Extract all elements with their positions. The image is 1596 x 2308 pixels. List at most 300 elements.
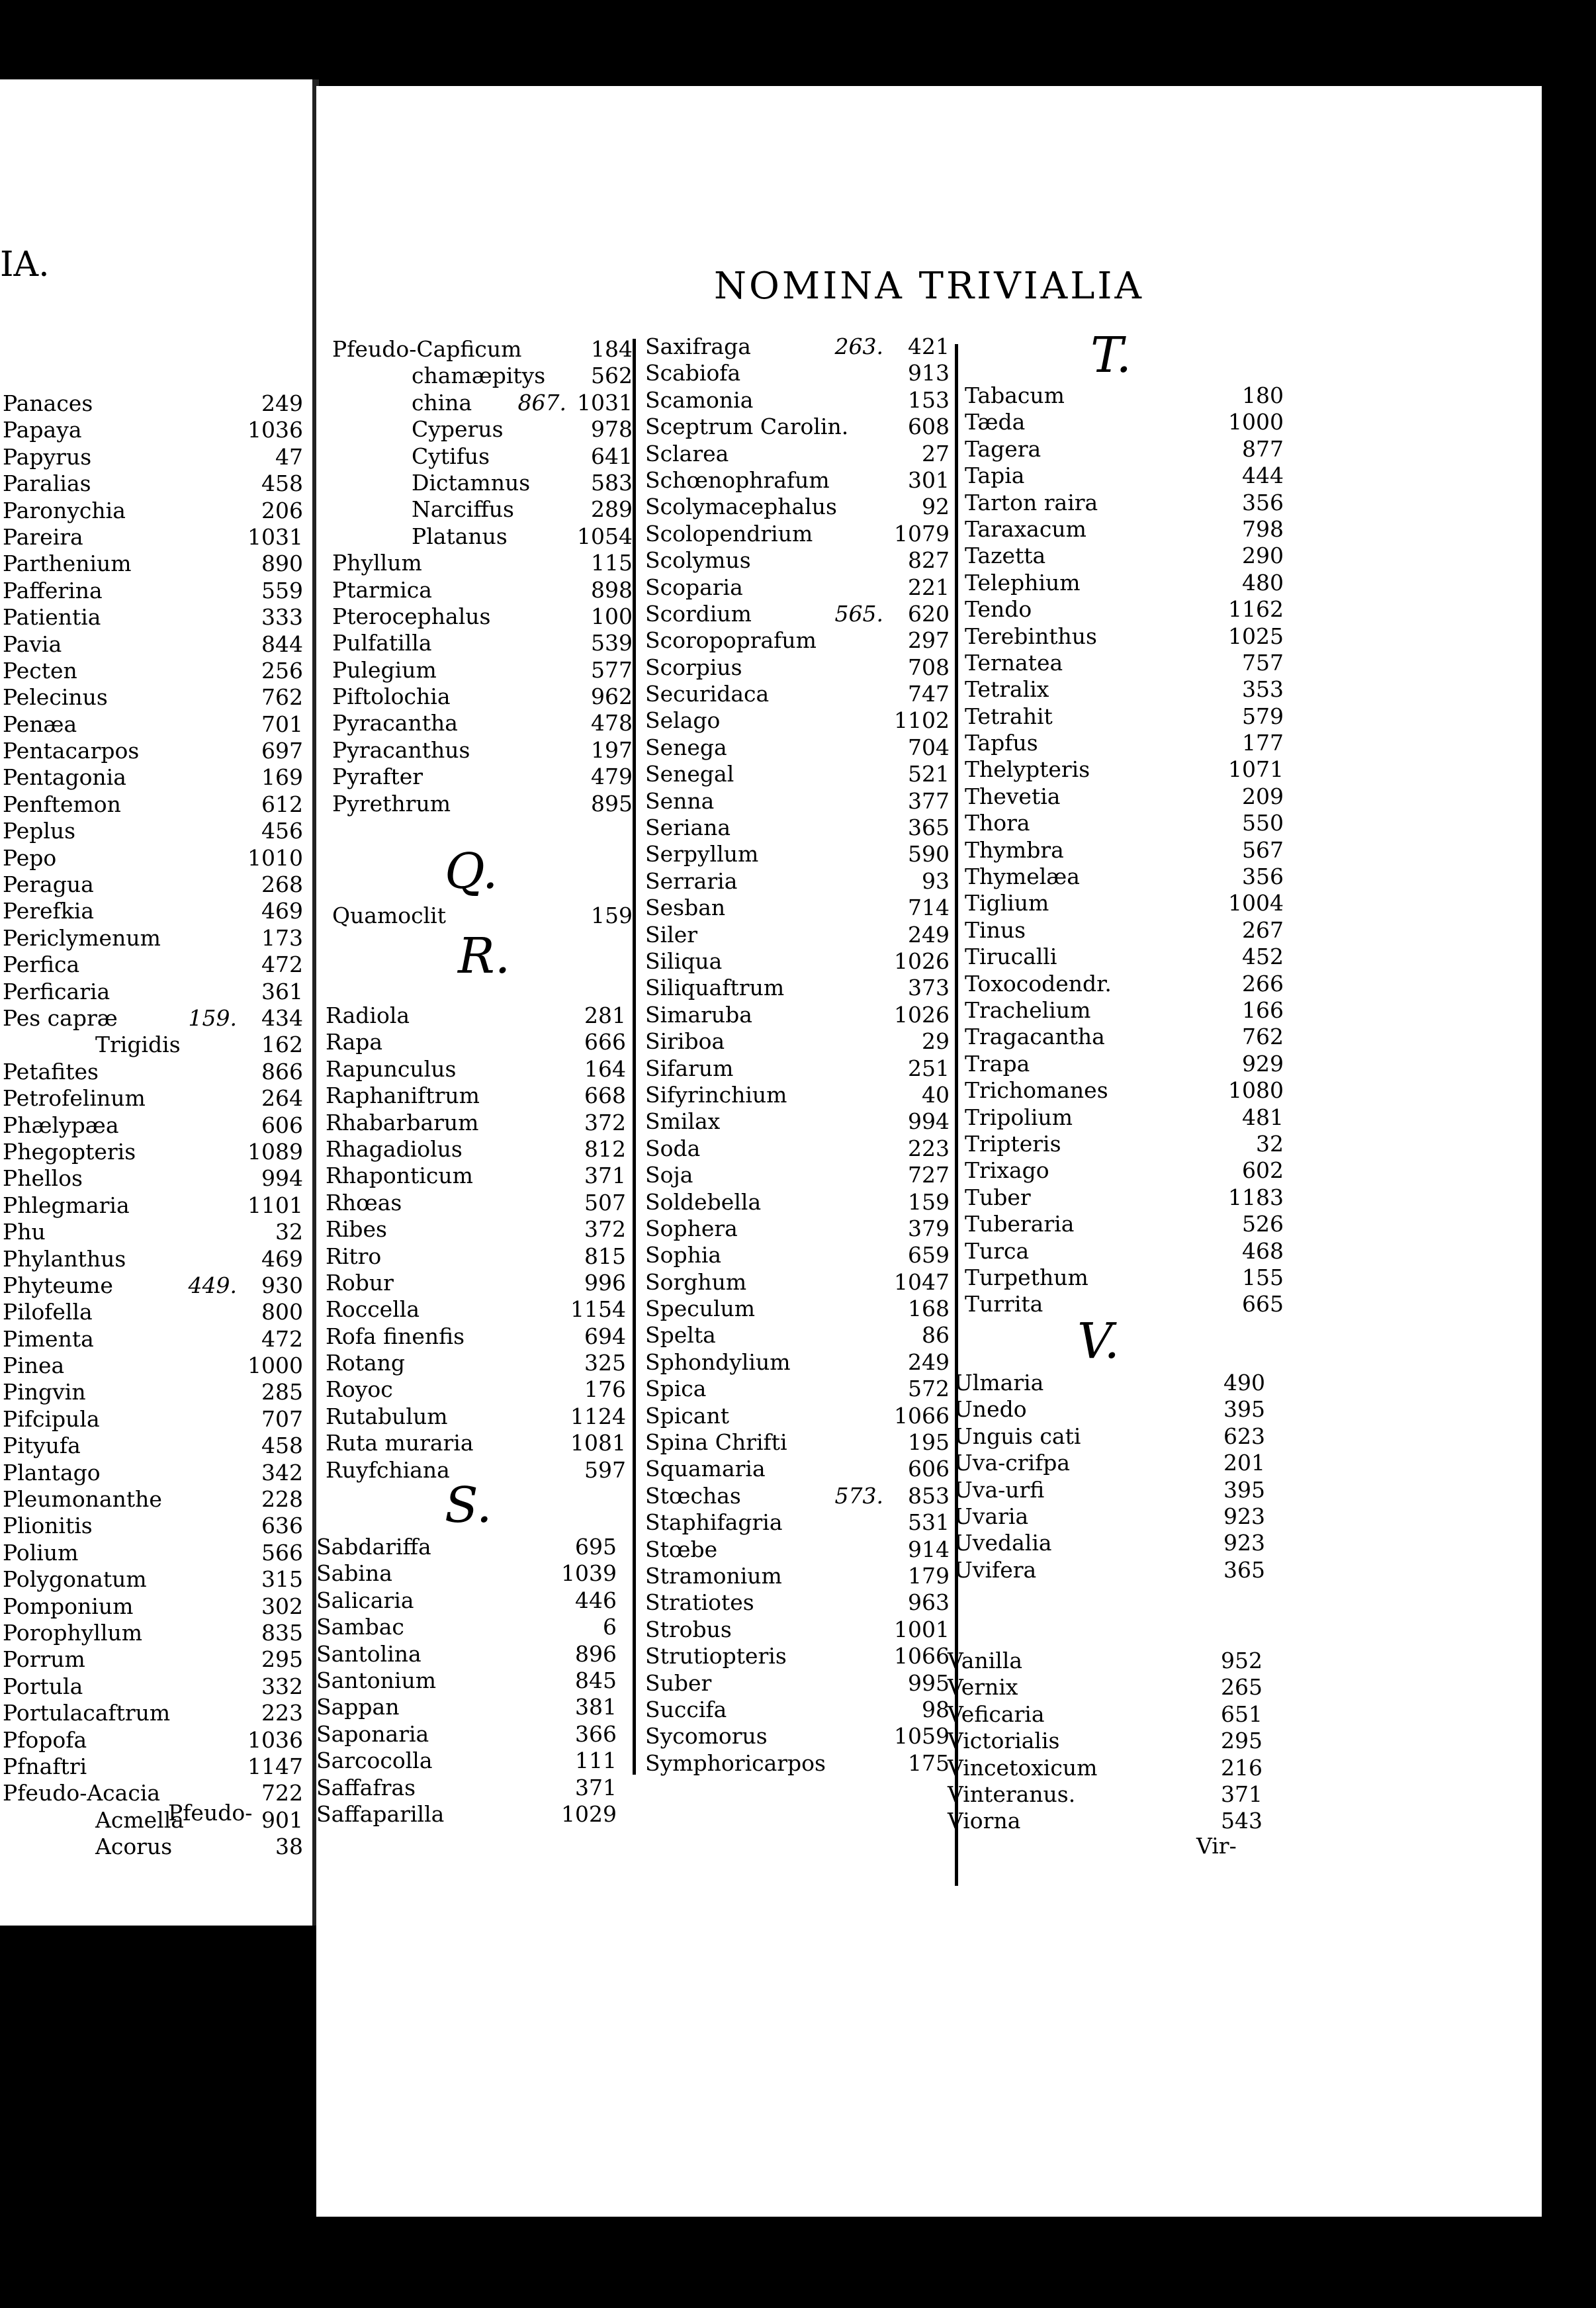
index-entry	[645, 841, 950, 867]
section-letter-q: Q.	[445, 843, 498, 900]
entry-name: Peplus	[3, 818, 76, 844]
entry-page-number: 1154	[570, 1296, 626, 1323]
entry-name: Stramonium	[645, 1562, 782, 1589]
entry-name: Senna	[645, 787, 715, 814]
index-entry	[645, 895, 950, 921]
entry-page-number: 962	[591, 684, 633, 710]
entry-page-number: 636	[261, 1513, 303, 1539]
entry-page-number: 641	[591, 443, 633, 469]
entry-name: Ternatea	[965, 649, 1063, 676]
entry-name: Tarton raira	[965, 489, 1098, 515]
index-entry	[965, 1184, 1284, 1211]
entry-name: Parthenium	[3, 551, 132, 577]
index-entry	[965, 596, 1284, 623]
entry-page-number: 901	[261, 1806, 303, 1833]
index-entry	[3, 1646, 303, 1673]
entry-page-number: 800	[261, 1299, 303, 1325]
entry-name: Pyracantha	[332, 710, 458, 736]
entry-name: Sappan	[316, 1694, 400, 1720]
entry-name: Cyperus	[412, 416, 504, 443]
entry-name: Pulegium	[332, 656, 437, 683]
entry-name: Turpethum	[965, 1264, 1088, 1290]
entry-name: Terebinthus	[965, 623, 1097, 649]
index-entry	[645, 1429, 950, 1456]
index-entry	[965, 1238, 1284, 1265]
entry-page-number: 659	[908, 1242, 950, 1268]
index-entry	[645, 1269, 950, 1296]
entry-name: Saponaria	[316, 1720, 429, 1747]
entry-name: Trapa	[965, 1050, 1030, 1077]
entry-page-number: 1066	[894, 1643, 950, 1669]
entry-name: Siliqua	[645, 948, 723, 974]
entry-page-number: 704	[908, 734, 950, 760]
index-entry	[965, 1157, 1284, 1184]
index-entry	[965, 1051, 1284, 1077]
entry-name: Soda	[645, 1135, 701, 1161]
entry-page-number: 249	[908, 921, 950, 948]
entry-name: Rhœas	[326, 1189, 402, 1216]
index-entry	[326, 1403, 626, 1430]
index-entry	[3, 1727, 303, 1753]
entry-name: Strutiopteris	[645, 1643, 787, 1669]
index-entry	[645, 360, 950, 386]
entry-page-number: 762	[261, 684, 303, 711]
entry-name: Paralias	[3, 470, 91, 497]
index-entry	[645, 1216, 950, 1242]
entry-page-number: 268	[261, 871, 303, 898]
entry-page-number: 481	[1242, 1104, 1284, 1130]
entry-name: Tapfus	[965, 730, 1038, 756]
entry-name: Tazetta	[965, 543, 1046, 569]
index-entry	[3, 1165, 303, 1192]
entry-name: Tiglium	[965, 890, 1049, 916]
index-entry	[3, 1486, 303, 1513]
index-entry	[332, 550, 633, 576]
entry-page-number: 566	[261, 1539, 303, 1566]
entry-page-number: 665	[1242, 1291, 1284, 1317]
index-entry	[645, 467, 950, 494]
entry-page-number: 490	[1223, 1370, 1265, 1396]
entry-page-number: 177	[1242, 730, 1284, 756]
entry-page-number: 521	[908, 761, 950, 787]
index-entry	[645, 1617, 950, 1643]
entry-page-number: 395	[1223, 1476, 1265, 1503]
column-rule-1	[633, 339, 636, 1775]
entry-name: Ruta muraria	[326, 1430, 474, 1456]
entry-page-number: 762	[1242, 1024, 1284, 1050]
index-entry	[948, 1648, 1263, 1674]
index-entry	[3, 738, 303, 764]
entry-name: Sesban	[645, 895, 726, 921]
entry-name: Scolymus	[645, 547, 751, 574]
entry-page-number: 567	[1242, 836, 1284, 863]
index-entry	[3, 1620, 303, 1646]
entry-name: Pfnaftri	[3, 1753, 87, 1779]
index-entry	[326, 1323, 626, 1350]
entry-name: Vanilla	[948, 1648, 1023, 1673]
entry-name: Spelta	[645, 1322, 716, 1349]
entry-page-number: 1147	[247, 1753, 303, 1779]
index-entry	[645, 1108, 950, 1135]
index-entry	[954, 1503, 1265, 1530]
index-entry	[332, 764, 633, 790]
entry-name: Suber	[645, 1669, 712, 1696]
entry-name: Soldebella	[645, 1188, 762, 1215]
entry-page-number: 159	[591, 903, 633, 928]
index-entry	[3, 444, 303, 470]
entry-page-number: 100	[591, 603, 633, 629]
index-entry	[645, 868, 950, 895]
entry-name: Spicant	[645, 1402, 729, 1429]
entry-page-number: 197	[591, 736, 633, 763]
entry-extra-page: 573.	[834, 1482, 883, 1509]
entry-name: Scamonia	[645, 386, 754, 413]
index-entry	[965, 516, 1284, 543]
index-column-v2	[948, 1648, 1263, 1835]
entry-name: Scoropoprafum	[645, 627, 817, 654]
entry-page-number: 866	[261, 1058, 303, 1085]
entry-page-number: 1047	[894, 1268, 950, 1295]
entry-name: Ruyfchiana	[326, 1456, 450, 1483]
entry-name: Strobus	[645, 1616, 732, 1642]
index-entry	[965, 1211, 1284, 1237]
entry-page-number: 325	[584, 1350, 626, 1376]
entry-page-number: 694	[584, 1323, 626, 1349]
entry-name: Tinus	[965, 916, 1026, 943]
entry-name: Stœchas	[645, 1482, 741, 1509]
entry-page-number: 913	[908, 360, 950, 386]
entry-page-number: 92	[922, 494, 950, 520]
entry-name: Uvifera	[954, 1556, 1037, 1583]
entry-name: Spina Chrifti	[645, 1429, 787, 1456]
entry-page-number: 747	[908, 681, 950, 707]
entry-name: Phegopteris	[3, 1138, 136, 1165]
entry-page-number: 342	[261, 1459, 303, 1486]
index-entry	[645, 387, 950, 414]
entry-page-number: 1026	[894, 948, 950, 974]
entry-name: Raphaniftrum	[326, 1083, 480, 1109]
entry-name: Tæda	[965, 409, 1026, 435]
index-entry	[954, 1477, 1265, 1503]
entry-page-number: 757	[1242, 649, 1284, 676]
entry-name: Serraria	[645, 867, 738, 894]
entry-page-number: 1025	[1228, 623, 1284, 649]
entry-page-number: 209	[1242, 783, 1284, 809]
entry-page-number: 722	[261, 1780, 303, 1806]
entry-name: Pentagonia	[3, 764, 126, 791]
entry-name: Unguis cati	[954, 1423, 1081, 1449]
entry-name: Porrum	[3, 1646, 85, 1673]
entry-name: Petrofelinum	[3, 1085, 146, 1112]
entry-page-number: 602	[1242, 1157, 1284, 1184]
entry-page-number: 332	[261, 1673, 303, 1699]
entry-extra-page: 565.	[834, 600, 883, 627]
index-entry	[965, 409, 1284, 435]
entry-page-number: 608	[908, 414, 950, 440]
entry-page-number: 898	[591, 576, 633, 603]
entry-page-number: 395	[1223, 1396, 1265, 1423]
entry-page-number: 168	[908, 1296, 950, 1322]
entry-page-number: 1039	[561, 1560, 617, 1587]
entry-name: Sorghum	[645, 1268, 747, 1295]
index-entry	[645, 627, 950, 654]
entry-name: Staphifagria	[645, 1509, 783, 1536]
index-entry	[645, 1082, 950, 1108]
entry-page-number: 289	[591, 496, 633, 523]
entry-page-number: 1036	[247, 1726, 303, 1753]
entry-page-number: 923	[1223, 1530, 1265, 1556]
entry-name: Penæa	[3, 711, 77, 737]
index-entry	[3, 764, 303, 791]
entry-name: Sifarum	[645, 1055, 734, 1081]
index-entry	[965, 676, 1284, 703]
entry-page-number: 281	[584, 1002, 626, 1028]
index-entry	[332, 737, 633, 764]
entry-name: Stœbe	[645, 1536, 718, 1562]
index-entry	[332, 577, 633, 603]
entry-name: Siliquaftrum	[645, 975, 785, 1001]
index-entry	[3, 1192, 303, 1219]
index-entry	[645, 1509, 950, 1536]
entry-page-number: 1066	[894, 1402, 950, 1429]
index-entry	[332, 390, 633, 416]
entry-name: Papyrus	[3, 443, 92, 470]
entry-page-number: 38	[275, 1834, 303, 1860]
entry-name: Vincetoxicum	[948, 1754, 1098, 1781]
index-entry	[645, 1162, 950, 1188]
entry-name: Succifa	[645, 1696, 727, 1722]
index-entry	[645, 1322, 950, 1349]
index-entry	[965, 783, 1284, 810]
index-entry	[965, 756, 1284, 783]
entry-page-number: 32	[275, 1219, 303, 1245]
entry-page-number: 472	[261, 952, 303, 978]
entry-page-number: 216	[1221, 1754, 1263, 1781]
index-entry	[965, 837, 1284, 864]
entry-page-number: 365	[1223, 1556, 1265, 1583]
entry-page-number: 930	[261, 1272, 303, 1298]
index-entry	[3, 551, 303, 577]
index-entry	[645, 707, 950, 734]
index-entry	[316, 1721, 617, 1748]
index-entry	[954, 1450, 1265, 1476]
index-column-t	[965, 382, 1284, 1318]
entry-name: Scorpius	[645, 654, 742, 680]
entry-name: Scoparia	[645, 574, 743, 600]
entry-name: Uvedalia	[954, 1530, 1052, 1556]
entry-name: Pityufa	[3, 1433, 81, 1459]
index-entry	[3, 1005, 303, 1032]
index-entry	[3, 470, 303, 497]
entry-page-number: 452	[1242, 944, 1284, 970]
entry-name: Scabiofa	[645, 360, 741, 386]
entry-page-number: 228	[261, 1486, 303, 1513]
entry-page-number: 469	[261, 898, 303, 924]
entry-name: Thymelæa	[965, 864, 1080, 890]
index-entry	[316, 1694, 617, 1720]
index-entry	[326, 1029, 626, 1055]
entry-name: Pafferina	[3, 577, 103, 603]
entry-name: Pareira	[3, 523, 83, 550]
index-entry	[965, 1131, 1284, 1157]
entry-page-number: 844	[261, 631, 303, 657]
entry-name: Peragua	[3, 871, 94, 898]
entry-name: Trixago	[965, 1157, 1049, 1184]
entry-page-number: 590	[908, 841, 950, 867]
entry-page-number: 978	[591, 416, 633, 443]
index-entry	[645, 922, 950, 948]
entry-name: Phellos	[3, 1165, 83, 1192]
entry-name: Pyrafter	[332, 764, 423, 790]
entry-page-number: 714	[908, 895, 950, 921]
entry-page-number: 612	[261, 791, 303, 817]
entry-name: Tapia	[965, 463, 1025, 489]
entry-page-number: 6	[603, 1614, 617, 1640]
entry-page-number: 377	[908, 787, 950, 814]
entry-page-number: 456	[261, 818, 303, 844]
entry-name: Pfopofa	[3, 1726, 87, 1753]
index-entry	[954, 1530, 1265, 1556]
index-entry	[3, 684, 303, 711]
index-entry	[316, 1587, 617, 1614]
entry-name: Quamoclit	[332, 903, 446, 928]
index-entry	[645, 1697, 950, 1723]
entry-page-number: 371	[575, 1774, 617, 1800]
entry-name: Symphoricarpos	[645, 1750, 826, 1776]
entry-name: Uvaria	[954, 1503, 1029, 1529]
index-entry	[3, 1379, 303, 1405]
entry-page-number: 1001	[894, 1616, 950, 1642]
index-entry	[948, 1781, 1263, 1808]
entry-page-number: 651	[1221, 1701, 1263, 1727]
index-entry	[332, 416, 633, 443]
index-entry	[3, 711, 303, 738]
entry-page-number: 444	[1242, 463, 1284, 489]
index-entry	[965, 1024, 1284, 1050]
entry-name: Porophyllum	[3, 1619, 143, 1646]
index-entry	[645, 601, 950, 627]
entry-page-number: 40	[922, 1081, 950, 1108]
entry-name: Toxocodendr.	[965, 970, 1112, 997]
entry-name: Tetralix	[965, 676, 1049, 703]
index-entry	[645, 734, 950, 761]
index-entry	[645, 1189, 950, 1216]
index-entry	[3, 1673, 303, 1700]
entry-name: Portulacaftrum	[3, 1700, 171, 1726]
entry-name: Phylanthus	[3, 1245, 126, 1272]
index-entry	[645, 574, 950, 601]
index-entry	[3, 578, 303, 604]
index-entry	[965, 730, 1284, 756]
index-entry	[3, 1353, 303, 1379]
index-entry	[645, 1589, 950, 1616]
entry-page-number: 315	[261, 1566, 303, 1593]
entry-page-number: 206	[261, 497, 303, 523]
index-entry	[965, 810, 1284, 836]
index-entry	[316, 1641, 617, 1667]
index-entry	[3, 1807, 303, 1834]
index-entry	[332, 903, 633, 929]
index-entry	[326, 1163, 626, 1189]
entry-page-number: 162	[261, 1032, 303, 1058]
entry-page-number: 507	[584, 1189, 626, 1216]
entry-name: Pomponium	[3, 1593, 134, 1619]
entry-page-number: 1004	[1228, 890, 1284, 916]
entry-page-number: 835	[261, 1619, 303, 1646]
index-column-r	[326, 1002, 626, 1484]
entry-page-number: 468	[1242, 1237, 1284, 1264]
index-entry	[332, 470, 633, 496]
entry-name: Robur	[326, 1269, 394, 1296]
entry-name: Polium	[3, 1539, 79, 1566]
index-entry	[645, 1296, 950, 1322]
entry-page-number: 365	[908, 815, 950, 841]
index-entry	[3, 979, 303, 1005]
index-entry	[326, 1243, 626, 1270]
entry-name: Dictamnus	[412, 469, 531, 496]
entry-page-number: 1000	[1228, 409, 1284, 435]
entry-page-number: 373	[908, 975, 950, 1001]
entry-name: Scolymacephalus	[645, 494, 837, 520]
index-entry	[316, 1748, 617, 1774]
index-entry	[332, 443, 633, 470]
index-entry	[645, 681, 950, 707]
index-entry	[332, 684, 633, 710]
index-entry	[332, 710, 633, 736]
entry-name: Smilax	[645, 1108, 721, 1135]
index-entry	[645, 948, 950, 975]
entry-page-number: 175	[908, 1750, 950, 1776]
entry-name: Phu	[3, 1219, 46, 1245]
entry-name: Acorus	[95, 1834, 173, 1860]
entry-page-number: 372	[584, 1216, 626, 1243]
index-entry	[645, 1563, 950, 1589]
entry-name: Sifyrinchium	[645, 1081, 787, 1108]
entry-name: Rapunculus	[326, 1055, 457, 1082]
section-letter-v: V.	[1077, 1313, 1120, 1370]
index-entry	[316, 1801, 617, 1828]
entry-name: Simaruba	[645, 1001, 752, 1028]
index-entry	[965, 971, 1284, 997]
entry-page-number: 929	[1242, 1050, 1284, 1077]
entry-page-number: 695	[575, 1534, 617, 1560]
index-entry	[948, 1701, 1263, 1728]
entry-name: Pes capræ	[3, 1004, 118, 1031]
index-entry	[326, 1350, 626, 1376]
entry-page-number: 480	[1242, 569, 1284, 596]
entry-name: Trachelium	[965, 997, 1091, 1023]
entry-name: Scolopendrium	[645, 520, 813, 547]
index-entry	[326, 1376, 626, 1403]
index-entry	[326, 1190, 626, 1216]
entry-page-number: 353	[1242, 676, 1284, 703]
index-entry	[645, 333, 950, 360]
index-entry	[3, 1566, 303, 1593]
entry-page-number: 184	[591, 336, 633, 362]
entry-name: Plantago	[3, 1459, 101, 1486]
entry-name: Roccella	[326, 1296, 420, 1323]
entry-page-number: 47	[275, 443, 303, 470]
entry-name: Plionitis	[3, 1513, 93, 1539]
index-entry	[965, 543, 1284, 569]
entry-name: Seriana	[645, 815, 731, 841]
entry-name: Squamaria	[645, 1456, 766, 1482]
entry-page-number: 86	[922, 1322, 950, 1349]
left-catchword: Pfeudo-	[168, 1800, 253, 1826]
index-entry	[3, 1112, 303, 1139]
entry-page-number: 285	[261, 1379, 303, 1405]
entry-page-number: 1071	[1228, 756, 1284, 783]
